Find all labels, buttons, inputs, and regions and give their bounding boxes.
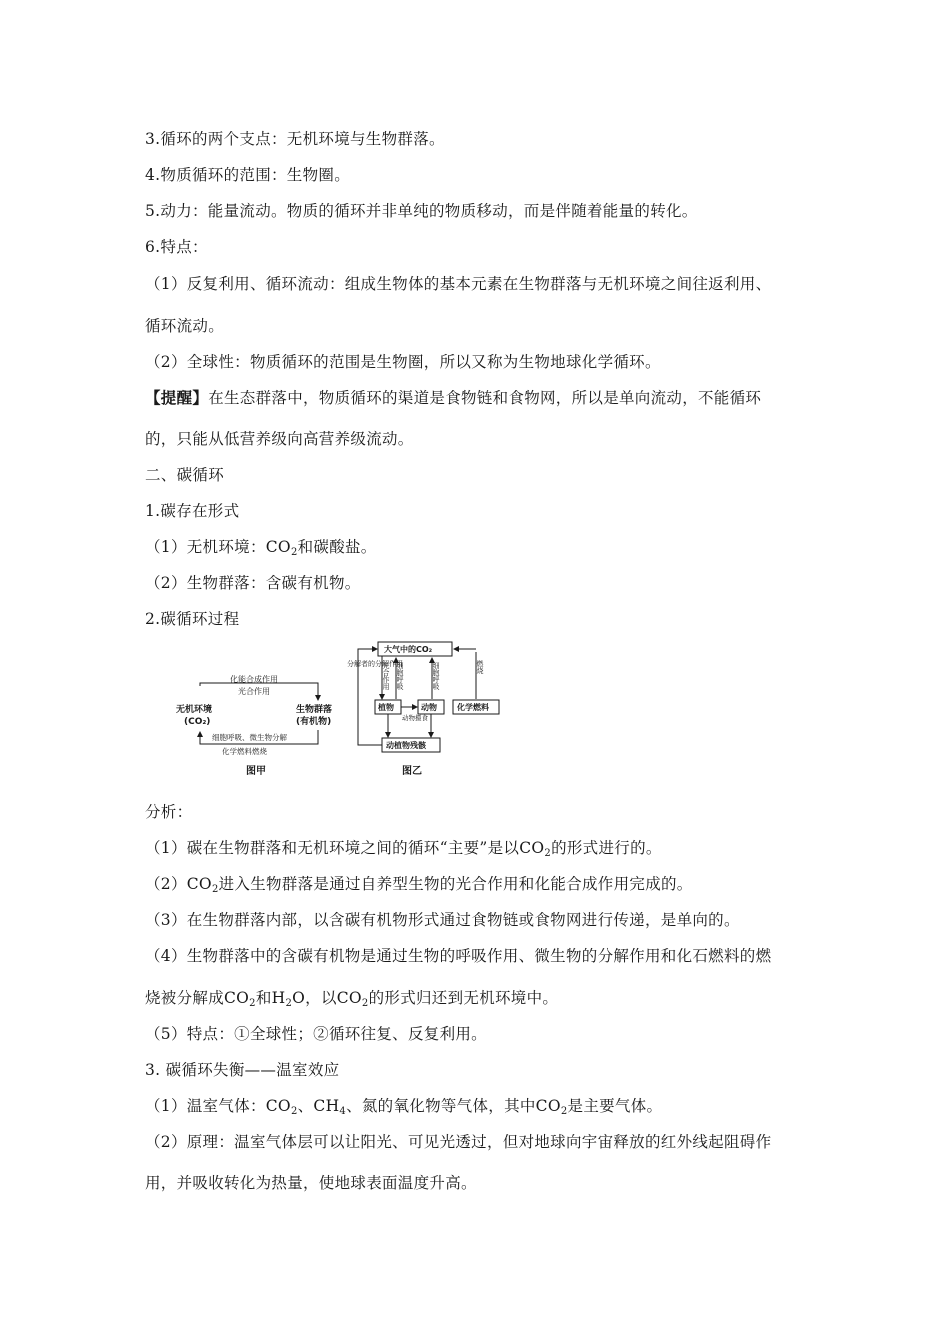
label-photosynthesis: 光合作用 — [238, 687, 270, 696]
text-segment: （2）CO — [145, 875, 212, 893]
text-line — [145, 872, 693, 895]
label-co2: (CO₂) — [184, 717, 211, 727]
text-line: （2）原理：温室气体层可以让阳光、可见光透过，但对地球向宇宙释放的红外线起阻碍作 — [145, 1133, 772, 1151]
subscript: 2 — [211, 884, 219, 895]
text-segment: O，以CO — [292, 989, 362, 1007]
subscript: 4 — [339, 1106, 347, 1117]
figure-jia — [176, 674, 332, 777]
label-remains: 动植物残骸 — [386, 741, 426, 750]
text-line: 2.碳循环过程 — [145, 610, 240, 628]
text-line — [145, 986, 558, 1009]
text-line: 循环流动。 — [145, 317, 225, 335]
label-atmosphere-co2: 大气中的CO₂ — [384, 645, 433, 654]
carbon-cycle-figure — [170, 638, 510, 778]
section-heading: 二、碳循环 — [145, 466, 225, 484]
text-line: （2）生物群落：含碳有机物。 — [145, 574, 361, 592]
carbon-cycle-diagram — [170, 638, 510, 778]
label-resp1-vertical: 细胞呼吸 — [396, 662, 404, 690]
text-line: 5.动力：能量流动。物质的循环并非单纯的物质移动，而是伴随着能量的转化。 — [145, 202, 698, 220]
text-segment: 和H — [255, 989, 286, 1007]
text-line: 4.物质循环的范围：生物圈。 — [145, 166, 350, 184]
text-line — [145, 386, 761, 408]
text-segment: 是主要气体。 — [567, 1097, 663, 1115]
label-plant: 植物 — [378, 703, 394, 712]
subscript: 2 — [290, 1106, 298, 1117]
text-segment: 、氮的氧化物等气体，其中CO — [346, 1097, 561, 1115]
text-line: 3.循环的两个支点：无机环境与生物群落。 — [145, 130, 445, 148]
reminder-label: 【提醒】 — [145, 388, 209, 407]
label-eat: 动物摄食 — [402, 714, 428, 722]
text-segment: （1）碳在生物群落和无机环境之间的循环“主要”是以CO — [145, 839, 545, 857]
label-photo-vertical: 光合作用 — [382, 662, 390, 690]
label-chemosynthesis: 化能合成作用 — [230, 675, 278, 684]
text-line: 的，只能从低营养级向高营养级流动。 — [145, 430, 414, 448]
text-line: 1.碳存在形式 — [145, 502, 240, 520]
label-organic: (有机物) — [296, 717, 332, 727]
text-segment: 、CH — [297, 1097, 340, 1115]
text-segment: 和碳酸盐。 — [297, 538, 377, 556]
text-line — [145, 535, 377, 558]
reminder-text: 在生态群落中，物质循环的渠道是食物链和食物网，所以是单向流动，不能循环 — [208, 389, 762, 407]
subscript: 2 — [290, 547, 298, 558]
caption-jia: 图甲 — [246, 766, 266, 777]
label-burn-vertical: 燃烧 — [476, 660, 484, 674]
figure-yi — [347, 642, 499, 777]
text-segment: 的形式进行的。 — [551, 839, 662, 857]
subscript: 2 — [544, 848, 552, 859]
text-segment: 烧被分解成CO — [145, 989, 250, 1007]
text-line: （3）在生物群落内部，以含碳有机物形式通过食物链或食物网进行传递，是单向的。 — [145, 911, 740, 929]
text-line: （1）反复利用、循环流动：组成生物体的基本元素在生物群落与无机环境之间往返利用、 — [145, 275, 772, 293]
text-line: （2）全球性：物质循环的范围是生物圈，所以又称为生物地球化学循环。 — [145, 353, 661, 371]
label-fuel: 化学燃料 — [457, 703, 489, 712]
label-decomposition: 分解者的分解作用 — [347, 660, 403, 668]
label-resp2-vertical: 细胞呼吸 — [432, 662, 440, 690]
text-segment: 进入生物群落是通过自养型生物的光合作用和化能合成作用完成的。 — [218, 875, 693, 893]
text-line — [145, 836, 662, 859]
label-community: 生物群落 — [296, 705, 333, 715]
text-line: （5）特点：①全球性；②循环往复、反复利用。 — [145, 1025, 487, 1043]
text-line: （4）生物群落中的含碳有机物是通过生物的呼吸作用、微生物的分解作用和化石燃料的燃 — [145, 947, 772, 965]
label-inorganic-env: 无机环境 — [176, 705, 213, 715]
subscript: 2 — [361, 998, 369, 1009]
text-line: 用，并吸收转化为热量，使地球表面温度升高。 — [145, 1174, 477, 1192]
label-respiration: 细胞呼吸、微生物分解 — [212, 733, 287, 742]
subscript: 2 — [285, 998, 293, 1009]
subscript: 2 — [249, 998, 256, 1009]
text-segment: （1）无机环境：CO — [145, 538, 291, 556]
text-segment: 的形式归还到无机环境中。 — [368, 989, 559, 1007]
text-line: 6.特点： — [145, 238, 208, 256]
caption-yi: 图乙 — [402, 766, 422, 777]
text-line: 分析： — [145, 803, 193, 821]
text-segment: （1）温室气体：CO — [145, 1097, 291, 1115]
label-fuel-burning: 化学燃料燃烧 — [222, 747, 267, 756]
subscript: 2 — [560, 1106, 568, 1117]
text-line — [145, 1094, 662, 1117]
section-heading: 3. 碳循环失衡——温室效应 — [145, 1061, 340, 1079]
label-animal: 动物 — [421, 703, 437, 712]
